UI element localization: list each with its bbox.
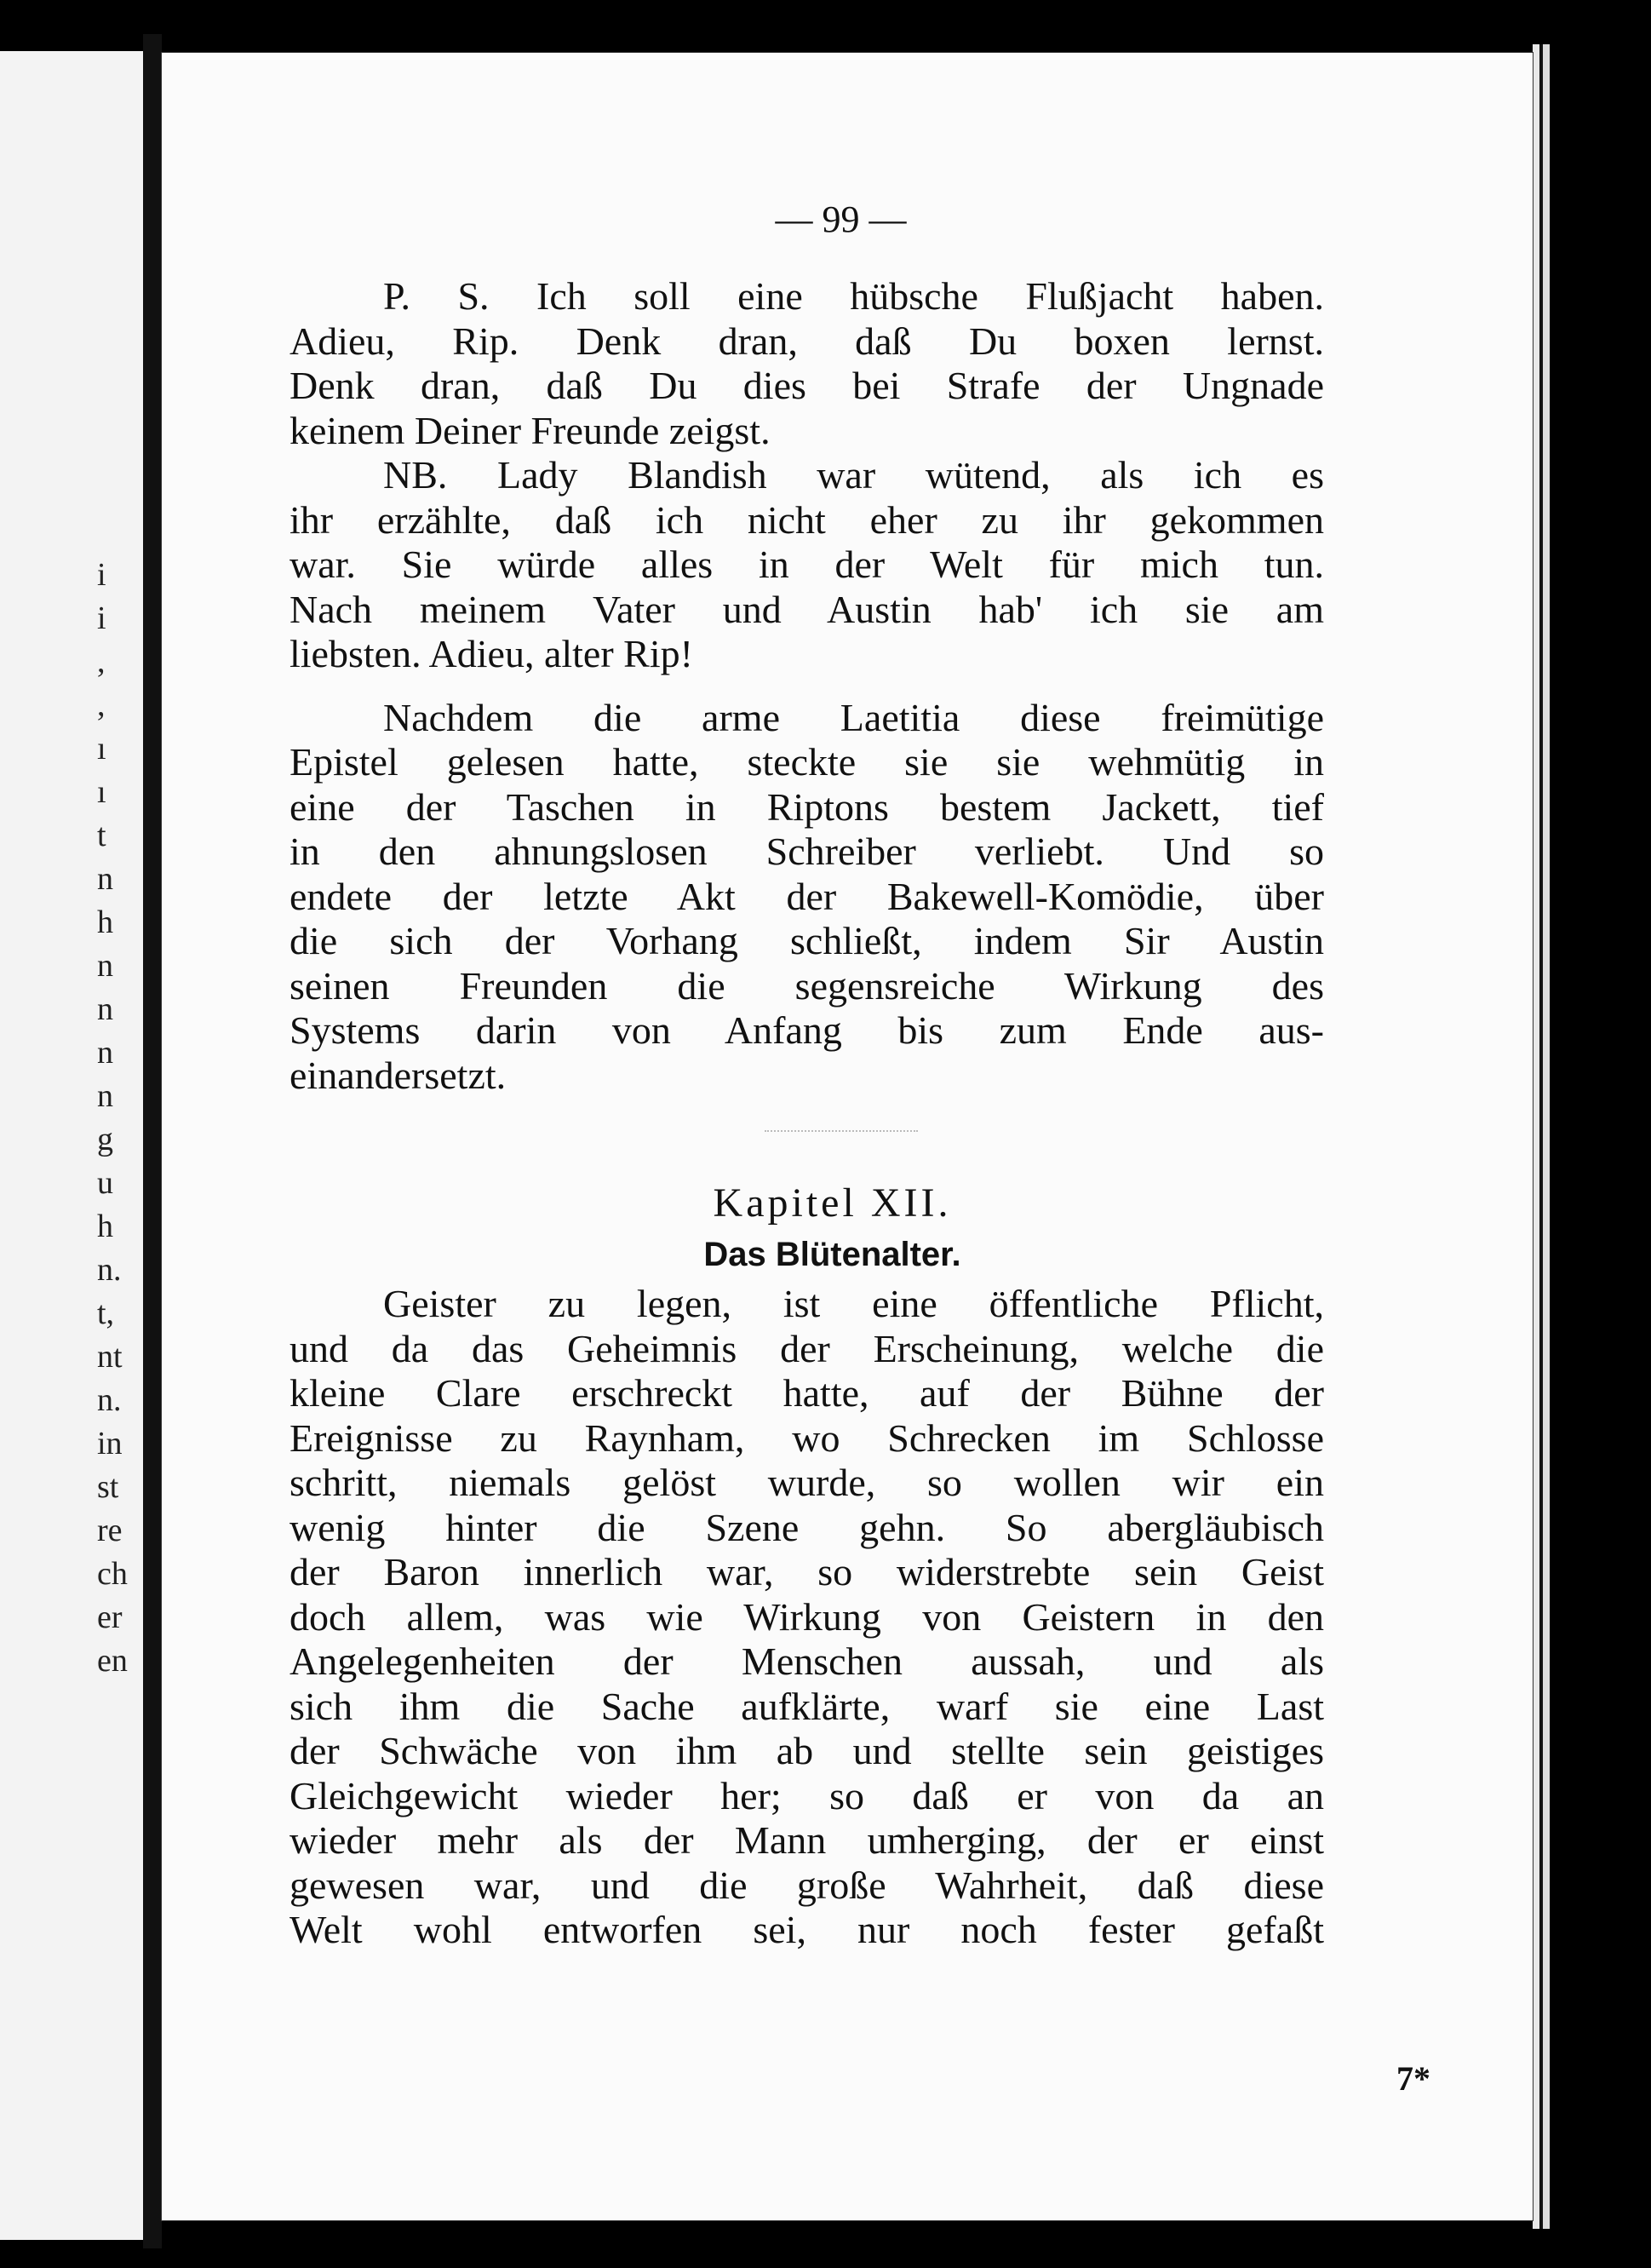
facing-page-text-fragments [97,554,140,1683]
facing-page-edge [0,51,143,2240]
fragment-text: u [97,1165,113,1201]
letter-nota-bene [289,453,1324,677]
text-line: wieder mehr als der Mann umherging, der er einst [289,1818,1324,1862]
text-line: in den ahnungslosen Schreiber verliebt. Und so [289,830,1324,873]
fragment-text: st [97,1469,119,1505]
fragment-text: n [97,1078,113,1114]
book-page [162,53,1533,2220]
fragment-text: h [97,1209,113,1244]
text-line: und da das Geheimnis der Erscheinung, welche die [289,1326,1324,1370]
page-content [289,198,1324,1953]
fragment-text: i [97,600,106,636]
fragment-text: in [97,1426,123,1461]
text-line: der Baron innerlich war, so widerstrebte sein Geist [289,1550,1324,1593]
fragment-text: n. [97,1382,122,1418]
text-line: ihr erzählte, daß ich nicht eher zu ihr gekommen [289,497,1324,542]
chapter-paragraph [289,1282,1324,1953]
text-line: der Schwäche von ihm ab und stellte sein geistiges [289,1729,1324,1772]
text-line: kleine Clare erschreckt hatte, auf der Bühne der [289,1371,1324,1415]
fragment-text: i [97,557,106,593]
section-divider [765,1130,918,1137]
chapter-subtitle: Das Blütenalter. [703,1236,961,1273]
fragment-text: n [97,991,113,1027]
page-number: — 99 — [775,198,907,240]
fragment-text: nt [97,1339,123,1375]
text-line: NB. Lady Blandish war wütend, als ich es [383,453,1324,497]
letter-postscript [289,274,1324,453]
chapter-title: Kapitel XII. [713,1180,952,1226]
fragment-text: t [97,818,106,853]
fragment-text: t, [97,1295,115,1331]
closing-paragraph [289,696,1324,1099]
text-line: einandersetzt. [289,1053,507,1097]
signature-mark: 7* [1396,2059,1430,2098]
text-line: liebsten. Adieu, alter Rip! [289,632,693,675]
text-line: keinem Deiner Freunde zeigst. [289,408,771,452]
fragment-text: n [97,1035,113,1071]
fragment-text: n [97,861,113,897]
text-line: gewesen war, und die große Wahrheit, daß diese [289,1863,1324,1907]
text-line: Epistel gelesen hatte, steckte sie sie wehmütig in [289,740,1324,784]
text-line: Geister zu legen, ist eine öffentliche Pflicht, [383,1282,1324,1325]
text-line: Nachdem die arme Laetitia diese freimütige [383,695,1324,739]
text-line: schritt, niemals gelöst wurde, so wollen wir ein [289,1461,1324,1504]
fragment-text: ch [97,1556,128,1592]
fragment-text: g [97,1122,113,1157]
fragment-text: n [97,948,113,984]
text-line: Nach meinem Vater und Austin hab' ich sie am [289,587,1324,631]
text-line: Angelegenheiten der Menschen aussah, und als [289,1639,1324,1683]
text-line: endete der letzte Akt der Bakewell-Komödie, über [289,874,1324,918]
text-line: doch allem, was wie Wirkung von Geistern in den [289,1594,1324,1639]
fragment-text: ı [97,774,106,810]
fragment-text: en [97,1643,128,1679]
fragment-text: , [97,644,106,680]
text-line: eine der Taschen in Riptons bestem Jackett, tief [289,784,1324,829]
text-line: Gleichgewicht wieder her; so daß er von da an [289,1773,1324,1817]
text-line: P. S. Ich soll eine hübsche Flußjacht haben. [383,274,1324,318]
fragment-text: er [97,1599,123,1635]
text-line: Systems darin von Anfang bis zum Ende aus- [289,1008,1324,1052]
text-line: wenig hinter die Szene gehn. So abergläubisch [289,1505,1324,1549]
fragment-text: ı [97,731,106,767]
text-line: seinen Freunden die segensreiche Wirkung des [289,963,1324,1008]
text-line: sich ihm die Sache aufklärte, warf sie eine Last [289,1684,1324,1728]
text-line: Denk dran, daß Du dies bei Strafe der Ungnade [289,364,1324,407]
page-stack-edge [1533,44,1555,2229]
text-line: Welt wohl entworfen sei, nur noch fester gefaßt [289,1908,1324,1951]
text-line: Adieu, Rip. Denk dran, daß Du boxen lernst. [289,319,1324,363]
fragment-text: , [97,687,106,723]
text-line: die sich der Vorhang schließt, indem Sir Austin [289,919,1324,962]
fragment-text: n. [97,1252,122,1288]
text-line: war. Sie würde alles in der Welt für mich tun. [289,543,1324,586]
book-gutter [143,34,162,2248]
fragment-text: h [97,904,113,940]
text-line: Ereignisse zu Raynham, wo Schrecken im Schlosse [289,1415,1324,1460]
fragment-text: re [97,1513,123,1548]
